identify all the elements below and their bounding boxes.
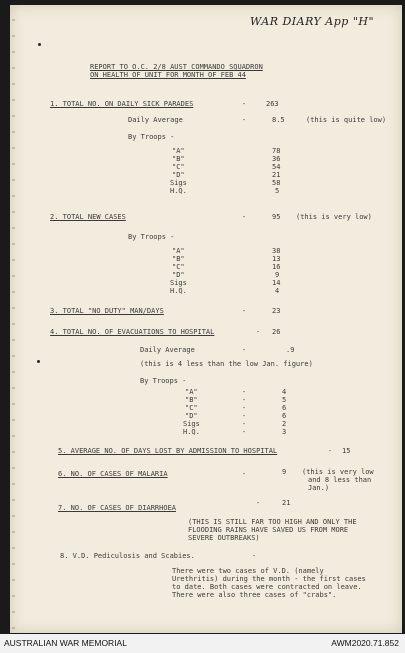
s1-by-troops: By Troops - [128,133,175,141]
s7-value: 21 [282,499,291,507]
s1-avg-value: 8.5 [272,116,285,124]
s6-note-line-3: Jan.) [308,484,330,492]
s1-troop-name: "B" [172,155,185,163]
s4-note: (this is 4 less than the low Jan. figure) [140,360,313,368]
s4-troop-dash: - [242,396,247,404]
footer-institution: AUSTRALIAN WAR MEMORIAL [4,638,127,648]
s8-body-line-2: Urethritis) during the month - the first cases [172,575,366,583]
s1-troop-value: 78 [272,147,281,155]
title-line-2: ON HEALTH OF UNIT FOR MONTH OF FEB 44 [90,71,246,79]
s8-body-line-3: to date. Both cases were contracted on leave. [172,583,362,591]
s8-body-line-1: There were two cases of V.D. (namely [172,567,324,575]
s4-troop-dash: - [242,404,247,412]
s2-troop-value: 13 [272,255,281,263]
s7-dash: - [256,499,261,507]
s4-troop-value: 6 [282,404,287,412]
s6-heading: 6. NO. OF CASES OF MALARIA [58,470,168,478]
s4-troop-dash: - [242,388,247,396]
s4-troop-name: "C" [185,404,198,412]
document-page [10,5,402,633]
punch-hole-top [38,43,41,46]
s1-avg-dash: - [242,116,247,124]
s1-value: 263 [266,100,279,108]
s4-heading: 4. TOTAL NO. OF EVACUATIONS TO HOSPITAL [50,328,215,336]
s1-troop-value: 58 [272,179,281,187]
s2-troop-name: Sigs [170,279,187,287]
s1-avg-label: Daily Average [128,116,183,124]
binding-edge [12,5,15,633]
s2-by-troops: By Troops - [128,233,175,241]
archive-footer [0,634,405,653]
s4-avg-value: .9 [286,346,295,354]
s1-troop-name: "D" [172,171,185,179]
s1-troop-value: 5 [275,187,280,195]
s6-note-line-1: (this is very low [302,468,374,476]
s1-troop-name: "C" [172,163,185,171]
s4-troop-name: H.Q. [183,428,200,436]
s4-value: 26 [272,328,281,336]
s7-note-line-2: FLOODING RAINS HAVE SAVED US FROM MORE [188,526,349,534]
s4-troop-value: 4 [282,388,287,396]
s4-troop-name: "A" [185,388,198,396]
s4-troop-name: Sigs [183,420,200,428]
s7-heading: 7. NO. OF CASES OF DIARRHOEA [58,504,177,512]
s4-avg-label: Daily Average [140,346,195,354]
s2-troop-name: "A" [172,247,185,255]
s1-avg-note: (this is quite low) [306,116,387,124]
s6-note-line-2: and 8 less than [308,476,372,484]
s2-troop-value: 9 [275,271,280,279]
s6-dash: - [242,470,247,478]
punch-hole-bottom [37,360,40,363]
s5-value: 15 [342,447,351,455]
s2-troop-name: "D" [172,271,185,279]
s4-troop-value: 3 [282,428,287,436]
s8-body-line-4: There were also three cases of "crabs". [172,591,337,599]
s6-value: 9 [282,468,287,476]
s5-dash: - [328,447,333,455]
s8-heading: 8. V.D. Pediculosis and Scabies. [60,552,195,560]
s2-troop-name: "C" [172,263,185,271]
s2-troop-name: "B" [172,255,185,263]
s1-troop-value: 21 [272,171,281,179]
s1-heading: 1. TOTAL NO. ON DAILY SICK PARADES [50,100,194,108]
s3-value: 23 [272,307,281,315]
s4-by-troops: By Troops - [140,377,187,385]
s2-troop-value: 38 [272,247,281,255]
s1-dash: - [242,100,247,108]
s2-dash: - [242,213,247,221]
s5-heading: 5. AVERAGE NO. OF DAYS LOST BY ADMISSION TO HOSPITAL [58,447,278,455]
s1-troop-name: Sigs [170,179,187,187]
s4-avg-dash: - [242,346,247,354]
s2-value: 95 [272,213,281,221]
s2-note: (this is very low) [296,213,372,221]
handwritten-annotation: WAR DIARY App "H" [250,15,375,28]
s2-troop-value: 4 [275,287,280,295]
s1-troop-name: H.Q. [170,187,187,195]
s4-dash: - [256,328,261,336]
s4-troop-value: 6 [282,412,287,420]
s1-troop-value: 36 [272,155,281,163]
s4-troop-value: 2 [282,420,287,428]
s7-note-line-3: SEVERE OUTBREAKS) [188,534,260,542]
s4-troop-name: "B" [185,396,198,404]
s2-troop-name: H.Q. [170,287,187,295]
s4-troop-name: "D" [185,412,198,420]
s4-troop-dash: - [242,420,247,428]
s8-dash: - [252,552,257,560]
s2-troop-value: 14 [272,279,281,287]
s7-note-line-1: (THIS IS STILL FAR TOO HIGH AND ONLY THE [188,518,357,526]
s2-heading: 2. TOTAL NEW CASES [50,213,126,221]
s4-troop-dash: - [242,428,247,436]
s4-troop-dash: - [242,412,247,420]
s3-heading: 3. TOTAL "NO DUTY" MAN/DAYS [50,307,164,315]
s1-troop-value: 54 [272,163,281,171]
s2-troop-value: 16 [272,263,281,271]
footer-reference: AWM2020.71.852 [331,638,399,648]
s4-troop-value: 5 [282,396,287,404]
s3-dash: - [242,307,247,315]
title-line-1: REPORT TO O.C. 2/8 AUST COMMANDO SQUADRON [90,63,263,71]
s1-troop-name: "A" [172,147,185,155]
